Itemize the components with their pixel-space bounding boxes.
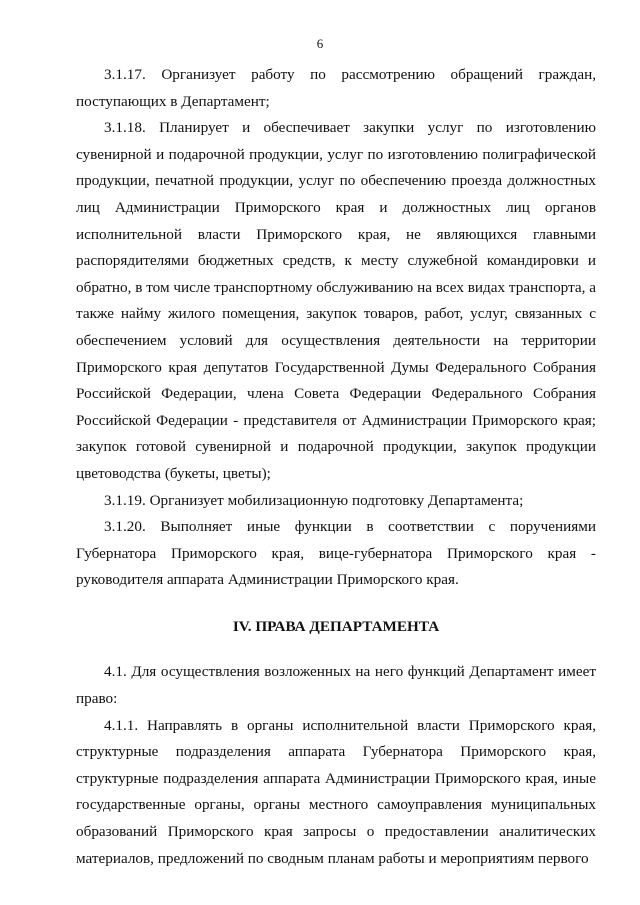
paragraph-4-1: 4.1. Для осуществления возложенных на него функций Департамент имеет право: [76,663,596,708]
document-body [76,62,596,872]
paragraph-3-1-17: 3.1.17. Организует работу по рассмотрению обращений граждан, поступающих в Департамент; [76,66,596,110]
section-heading: IV. ПРАВА ДЕПАРТАМЕНТА [232,617,440,635]
paragraph-3-1-19: 3.1.19. Организует мобилизационную подготовку Департамента; [104,491,524,509]
paragraph-4-1-1: 4.1.1. Направлять в органы исполнительной власти Приморского края, структурные подразделения аппарата Губернатора Приморского края, структурные подразделения аппарата Администрации Приморского края, иные государственные органы, органы местного самоуправления муниципальных образований Приморского края запросы о предоставлении аналитических материалов, предложений по сводным планам работы и мероприятиям первого [76,716,596,867]
paragraph-3-1-18: 3.1.18. Планирует и обеспечивает закупки услуг по изготовлению сувенирной и подарочной продукции, услуг по изготовлению полиграфической продукции, печатной продукции, услуг по обеспечению проезда должностных лиц Администрации Приморского края и должностных лиц органов исполнительной власти Приморского края, не являющихся главными распорядителями бюджетных средств, к месту служебной командировки и обратно, в том числе транспортному обслуживанию на всех видах транспорта, а также найму жилого помещения, закупок товаров, работ, услуг, связанных с обеспечением условий для осуществления деятельности на территории Приморского края депутатов Государственной Думы Федерального Собрания Российской Федерации, члена Совета Федерации Федерального Собрания Российской Федерации - представителя от Администрации Приморского края; закупок готовой сувенирной и подарочной продукции, закупок продукции цветоводства (букеты, цветы); [76,119,596,482]
paragraph-3-1-20: 3.1.20. Выполняет иные функции в соответствии с поручениями Губернатора Приморского края, вице-губернатора Приморского края - руководителя аппарата Администрации Приморского края. [76,518,596,589]
page-number: 6 [316,36,324,51]
